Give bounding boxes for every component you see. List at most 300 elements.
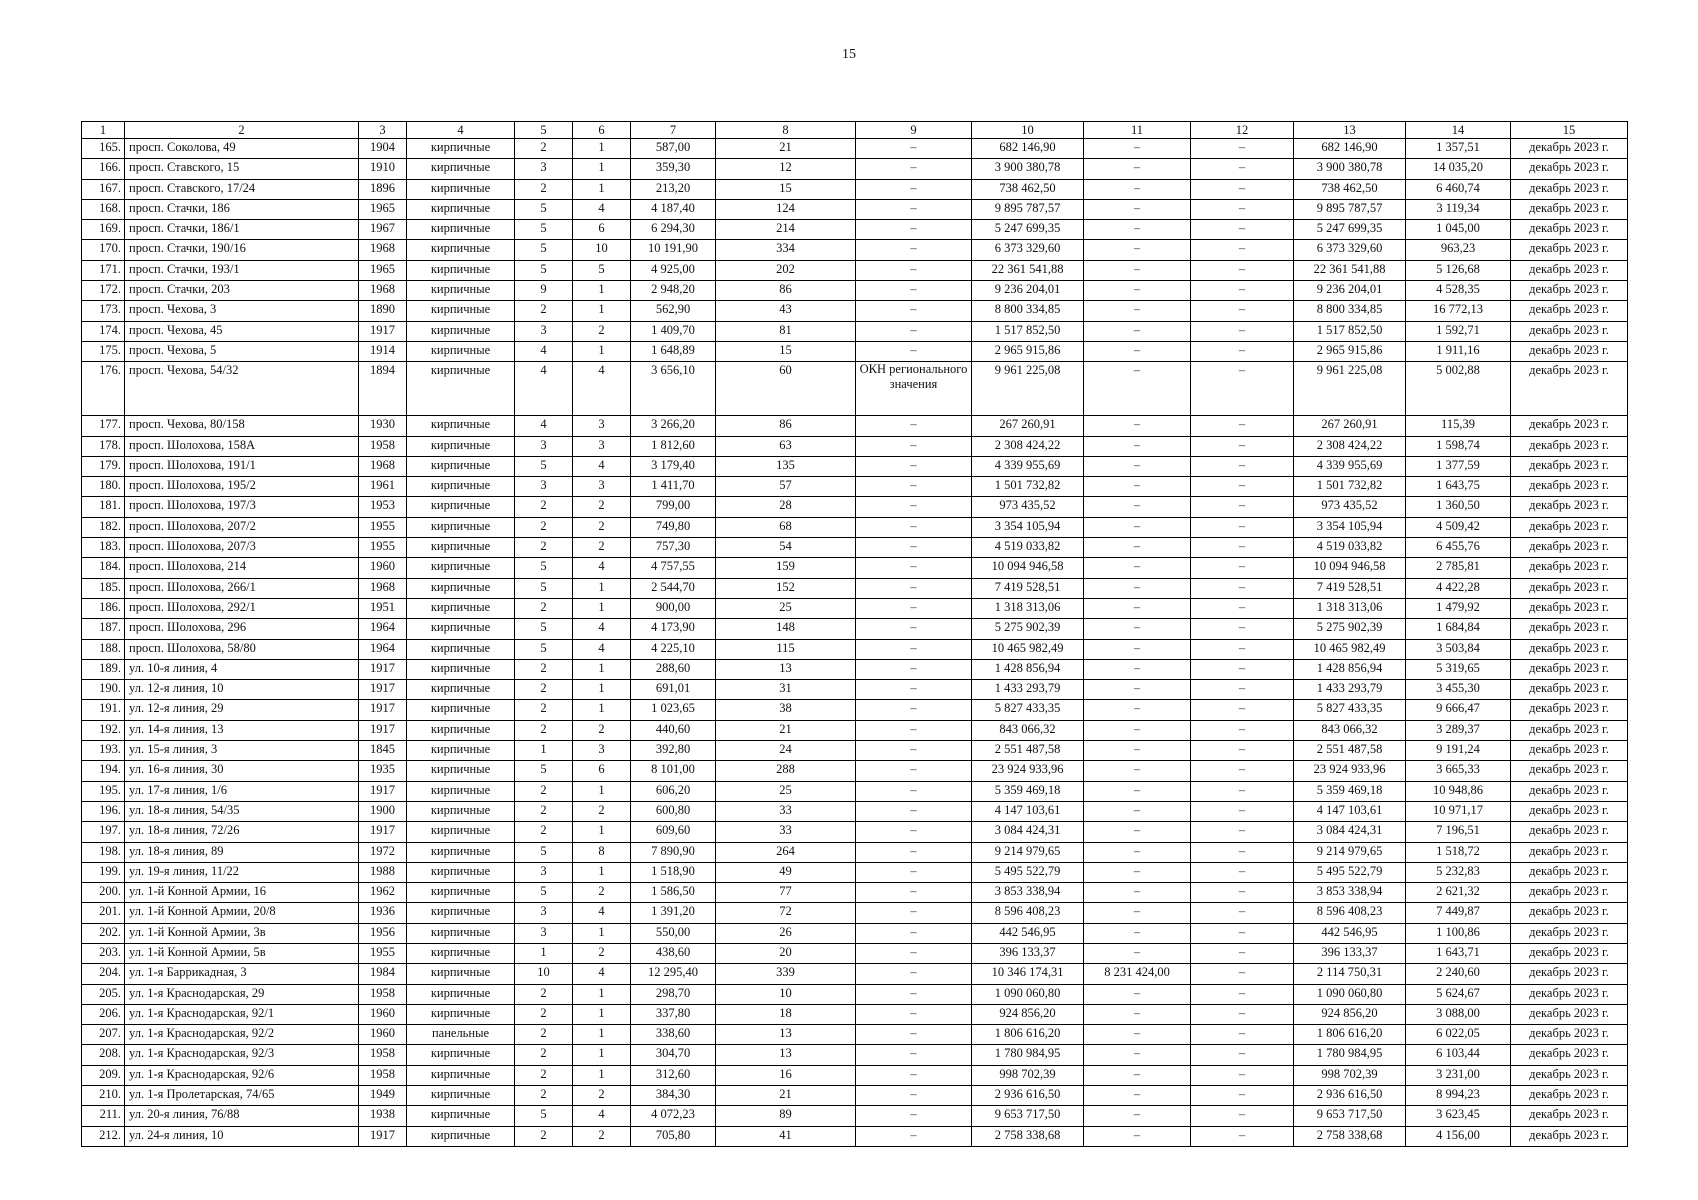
cell-cost-col-12: – bbox=[1191, 1086, 1294, 1106]
cell-cost-col-13: 2 551 487,58 bbox=[1294, 741, 1406, 761]
cell-year-built: 1938 bbox=[359, 1106, 407, 1126]
cell-area: 3 656,10 bbox=[631, 362, 716, 416]
cell-cost-col-11: – bbox=[1084, 903, 1191, 923]
cell-year-built: 1917 bbox=[359, 659, 407, 679]
cell-address: ул. 1-я Пролетарская, 74/65 bbox=[125, 1086, 359, 1106]
table-row bbox=[82, 984, 1628, 1004]
cell-cost-col-12: – bbox=[1191, 301, 1294, 321]
cell-row-number: 171. bbox=[82, 260, 125, 280]
cell-cost-per-unit: 2 785,81 bbox=[1406, 558, 1511, 578]
cell-row-number: 208. bbox=[82, 1045, 125, 1065]
cell-deadline: декабрь 2023 г. bbox=[1511, 720, 1628, 740]
cell-address: ул. 1-й Конной Армии, 20/8 bbox=[125, 903, 359, 923]
cell-cost-col-12: – bbox=[1191, 720, 1294, 740]
cell-floors: 2 bbox=[515, 179, 573, 199]
cell-cost-col-13: 738 462,50 bbox=[1294, 179, 1406, 199]
cell-row-number: 194. bbox=[82, 761, 125, 781]
cell-year-built: 1914 bbox=[359, 341, 407, 361]
cell-wall-material: кирпичные bbox=[407, 456, 515, 476]
cell-entrances: 1 bbox=[573, 578, 631, 598]
cell-year-built: 1958 bbox=[359, 984, 407, 1004]
cell-deadline: декабрь 2023 г. bbox=[1511, 619, 1628, 639]
cell-total-cost: 9 236 204,01 bbox=[972, 281, 1084, 301]
cell-floors: 5 bbox=[515, 199, 573, 219]
cell-residents: 214 bbox=[716, 220, 856, 240]
cell-deadline: декабрь 2023 г. bbox=[1511, 943, 1628, 963]
cell-cost-col-11: – bbox=[1084, 822, 1191, 842]
cell-cost-col-11: – bbox=[1084, 362, 1191, 416]
cell-cost-col-12: – bbox=[1191, 341, 1294, 361]
cell-total-cost: 267 260,91 bbox=[972, 416, 1084, 436]
cell-wall-material: кирпичные bbox=[407, 964, 515, 984]
cell-heritage-status: – bbox=[856, 822, 972, 842]
cell-cost-per-unit: 5 002,88 bbox=[1406, 362, 1511, 416]
cell-cost-col-13: 9 895 787,57 bbox=[1294, 199, 1406, 219]
cell-cost-col-11: – bbox=[1084, 321, 1191, 341]
cell-cost-col-13: 1 428 856,94 bbox=[1294, 659, 1406, 679]
cell-deadline: декабрь 2023 г. bbox=[1511, 240, 1628, 260]
cell-year-built: 1964 bbox=[359, 639, 407, 659]
cell-heritage-status: – bbox=[856, 517, 972, 537]
cell-address: просп. Шолохова, 158А bbox=[125, 436, 359, 456]
cell-row-number: 192. bbox=[82, 720, 125, 740]
cell-cost-col-11: – bbox=[1084, 862, 1191, 882]
cell-cost-col-12: – bbox=[1191, 598, 1294, 618]
column-header-floors: 5 bbox=[515, 122, 573, 139]
cell-wall-material: кирпичные bbox=[407, 822, 515, 842]
cell-deadline: декабрь 2023 г. bbox=[1511, 139, 1628, 159]
cell-year-built: 1936 bbox=[359, 903, 407, 923]
cell-total-cost: 1 433 293,79 bbox=[972, 680, 1084, 700]
cell-wall-material: кирпичные bbox=[407, 416, 515, 436]
table-header-row bbox=[82, 122, 1628, 139]
cell-area: 1 518,90 bbox=[631, 862, 716, 882]
cell-total-cost: 5 827 433,35 bbox=[972, 700, 1084, 720]
cell-total-cost: 10 094 946,58 bbox=[972, 558, 1084, 578]
cell-floors: 3 bbox=[515, 436, 573, 456]
cell-wall-material: кирпичные bbox=[407, 220, 515, 240]
table-row bbox=[82, 260, 1628, 280]
table-row bbox=[82, 139, 1628, 159]
table-row bbox=[82, 903, 1628, 923]
cell-year-built: 1953 bbox=[359, 497, 407, 517]
cell-deadline: декабрь 2023 г. bbox=[1511, 497, 1628, 517]
cell-entrances: 4 bbox=[573, 362, 631, 416]
cell-cost-col-11: – bbox=[1084, 761, 1191, 781]
cell-row-number: 187. bbox=[82, 619, 125, 639]
cell-total-cost: 2 551 487,58 bbox=[972, 741, 1084, 761]
cell-residents: 33 bbox=[716, 822, 856, 842]
cell-wall-material: кирпичные bbox=[407, 321, 515, 341]
cell-cost-per-unit: 3 665,33 bbox=[1406, 761, 1511, 781]
cell-cost-col-11: – bbox=[1084, 1106, 1191, 1126]
cell-heritage-status: – bbox=[856, 578, 972, 598]
cell-cost-col-13: 9 653 717,50 bbox=[1294, 1106, 1406, 1126]
cell-residents: 43 bbox=[716, 301, 856, 321]
cell-area: 900,00 bbox=[631, 598, 716, 618]
table-row bbox=[82, 558, 1628, 578]
table-row bbox=[82, 578, 1628, 598]
cell-area: 691,01 bbox=[631, 680, 716, 700]
cell-deadline: декабрь 2023 г. bbox=[1511, 538, 1628, 558]
cell-entrances: 8 bbox=[573, 842, 631, 862]
cell-wall-material: кирпичные bbox=[407, 341, 515, 361]
cell-residents: 89 bbox=[716, 1106, 856, 1126]
cell-cost-col-11: – bbox=[1084, 883, 1191, 903]
cell-year-built: 1956 bbox=[359, 923, 407, 943]
table-row bbox=[82, 199, 1628, 219]
cell-year-built: 1965 bbox=[359, 199, 407, 219]
cell-cost-per-unit: 6 455,76 bbox=[1406, 538, 1511, 558]
cell-cost-col-13: 23 924 933,96 bbox=[1294, 761, 1406, 781]
cell-floors: 1 bbox=[515, 741, 573, 761]
cell-wall-material: кирпичные bbox=[407, 301, 515, 321]
cell-floors: 2 bbox=[515, 659, 573, 679]
cell-cost-col-12: – bbox=[1191, 964, 1294, 984]
cell-residents: 21 bbox=[716, 720, 856, 740]
column-header-residents: 8 bbox=[716, 122, 856, 139]
cell-cost-col-12: – bbox=[1191, 456, 1294, 476]
table-row bbox=[82, 1126, 1628, 1146]
cell-wall-material: кирпичные bbox=[407, 159, 515, 179]
column-header-cost-col-12: 12 bbox=[1191, 122, 1294, 139]
cell-wall-material: кирпичные bbox=[407, 199, 515, 219]
cell-floors: 5 bbox=[515, 761, 573, 781]
cell-cost-col-12: – bbox=[1191, 1004, 1294, 1024]
cell-entrances: 1 bbox=[573, 179, 631, 199]
cell-residents: 41 bbox=[716, 1126, 856, 1146]
cell-cost-col-13: 3 853 338,94 bbox=[1294, 883, 1406, 903]
cell-entrances: 1 bbox=[573, 281, 631, 301]
cell-cost-per-unit: 7 196,51 bbox=[1406, 822, 1511, 842]
cell-cost-col-11: – bbox=[1084, 680, 1191, 700]
cell-area: 705,80 bbox=[631, 1126, 716, 1146]
cell-cost-per-unit: 1 377,59 bbox=[1406, 456, 1511, 476]
cell-cost-per-unit: 9 666,47 bbox=[1406, 700, 1511, 720]
cell-cost-per-unit: 4 422,28 bbox=[1406, 578, 1511, 598]
cell-area: 799,00 bbox=[631, 497, 716, 517]
cell-total-cost: 1 806 616,20 bbox=[972, 1025, 1084, 1045]
cell-cost-per-unit: 5 232,83 bbox=[1406, 862, 1511, 882]
table-row bbox=[82, 362, 1628, 416]
cell-cost-col-11: – bbox=[1084, 301, 1191, 321]
cell-entrances: 2 bbox=[573, 517, 631, 537]
cell-total-cost: 2 758 338,68 bbox=[972, 1126, 1084, 1146]
cell-address: просп. Соколова, 49 bbox=[125, 139, 359, 159]
cell-cost-per-unit: 3 623,45 bbox=[1406, 1106, 1511, 1126]
cell-entrances: 1 bbox=[573, 1004, 631, 1024]
cell-cost-per-unit: 3 231,00 bbox=[1406, 1065, 1511, 1085]
cell-total-cost: 1 780 984,95 bbox=[972, 1045, 1084, 1065]
cell-heritage-status: – bbox=[856, 281, 972, 301]
cell-cost-per-unit: 1 598,74 bbox=[1406, 436, 1511, 456]
cell-floors: 5 bbox=[515, 240, 573, 260]
cell-cost-per-unit: 1 045,00 bbox=[1406, 220, 1511, 240]
cell-heritage-status: – bbox=[856, 903, 972, 923]
cell-cost-col-13: 442 546,95 bbox=[1294, 923, 1406, 943]
table-row bbox=[82, 1106, 1628, 1126]
cell-cost-col-13: 2 114 750,31 bbox=[1294, 964, 1406, 984]
cell-floors: 5 bbox=[515, 842, 573, 862]
cell-cost-col-13: 1 780 984,95 bbox=[1294, 1045, 1406, 1065]
cell-cost-col-12: – bbox=[1191, 1045, 1294, 1065]
cell-entrances: 6 bbox=[573, 761, 631, 781]
cell-area: 384,30 bbox=[631, 1086, 716, 1106]
cell-total-cost: 843 066,32 bbox=[972, 720, 1084, 740]
cell-floors: 5 bbox=[515, 639, 573, 659]
cell-row-number: 177. bbox=[82, 416, 125, 436]
cell-year-built: 1958 bbox=[359, 1065, 407, 1085]
cell-address: ул. 1-й Конной Армии, 16 bbox=[125, 883, 359, 903]
cell-area: 749,80 bbox=[631, 517, 716, 537]
cell-cost-col-11: – bbox=[1084, 199, 1191, 219]
cell-address: просп. Шолохова, 214 bbox=[125, 558, 359, 578]
cell-cost-col-11: – bbox=[1084, 1126, 1191, 1146]
cell-deadline: декабрь 2023 г. bbox=[1511, 741, 1628, 761]
cell-residents: 63 bbox=[716, 436, 856, 456]
cell-heritage-status: – bbox=[856, 416, 972, 436]
cell-wall-material: кирпичные bbox=[407, 659, 515, 679]
cell-cost-col-11: – bbox=[1084, 598, 1191, 618]
cell-total-cost: 1 428 856,94 bbox=[972, 659, 1084, 679]
cell-entrances: 4 bbox=[573, 639, 631, 659]
cell-row-number: 185. bbox=[82, 578, 125, 598]
cell-cost-col-12: – bbox=[1191, 362, 1294, 416]
cell-entrances: 2 bbox=[573, 321, 631, 341]
cell-total-cost: 8 596 408,23 bbox=[972, 903, 1084, 923]
cell-cost-per-unit: 6 103,44 bbox=[1406, 1045, 1511, 1065]
cell-cost-per-unit: 16 772,13 bbox=[1406, 301, 1511, 321]
cell-floors: 10 bbox=[515, 964, 573, 984]
cell-heritage-status: – bbox=[856, 260, 972, 280]
cell-deadline: декабрь 2023 г. bbox=[1511, 822, 1628, 842]
cell-cost-col-12: – bbox=[1191, 558, 1294, 578]
cell-year-built: 1960 bbox=[359, 1004, 407, 1024]
cell-cost-col-12: – bbox=[1191, 1065, 1294, 1085]
cell-total-cost: 3 853 338,94 bbox=[972, 883, 1084, 903]
cell-heritage-status: – bbox=[856, 1045, 972, 1065]
cell-heritage-status: – bbox=[856, 199, 972, 219]
cell-cost-col-12: – bbox=[1191, 984, 1294, 1004]
cell-cost-col-13: 9 961 225,08 bbox=[1294, 362, 1406, 416]
cell-cost-per-unit: 1 479,92 bbox=[1406, 598, 1511, 618]
cell-entrances: 4 bbox=[573, 619, 631, 639]
cell-cost-per-unit: 1 357,51 bbox=[1406, 139, 1511, 159]
cell-cost-col-13: 3 354 105,94 bbox=[1294, 517, 1406, 537]
cell-year-built: 1960 bbox=[359, 1025, 407, 1045]
cell-floors: 5 bbox=[515, 619, 573, 639]
cell-year-built: 1917 bbox=[359, 822, 407, 842]
cell-wall-material: кирпичные bbox=[407, 842, 515, 862]
cell-cost-col-13: 5 359 469,18 bbox=[1294, 781, 1406, 801]
cell-cost-per-unit: 1 911,16 bbox=[1406, 341, 1511, 361]
table-row bbox=[82, 943, 1628, 963]
cell-row-number: 205. bbox=[82, 984, 125, 1004]
cell-deadline: декабрь 2023 г. bbox=[1511, 781, 1628, 801]
cell-cost-col-11: – bbox=[1084, 139, 1191, 159]
cell-deadline: декабрь 2023 г. bbox=[1511, 659, 1628, 679]
cell-address: ул. 10-я линия, 4 bbox=[125, 659, 359, 679]
cell-cost-col-13: 267 260,91 bbox=[1294, 416, 1406, 436]
cell-area: 587,00 bbox=[631, 139, 716, 159]
cell-cost-col-13: 5 827 433,35 bbox=[1294, 700, 1406, 720]
cell-floors: 5 bbox=[515, 883, 573, 903]
cell-floors: 1 bbox=[515, 943, 573, 963]
cell-total-cost: 973 435,52 bbox=[972, 497, 1084, 517]
cell-address: просп. Стачки, 203 bbox=[125, 281, 359, 301]
cell-cost-col-12: – bbox=[1191, 741, 1294, 761]
cell-total-cost: 7 419 528,51 bbox=[972, 578, 1084, 598]
table-row bbox=[82, 822, 1628, 842]
cell-cost-col-13: 4 519 033,82 bbox=[1294, 538, 1406, 558]
cell-deadline: декабрь 2023 г. bbox=[1511, 842, 1628, 862]
cell-year-built: 1917 bbox=[359, 1126, 407, 1146]
cell-entrances: 1 bbox=[573, 822, 631, 842]
cell-entrances: 4 bbox=[573, 199, 631, 219]
cell-area: 8 101,00 bbox=[631, 761, 716, 781]
cell-row-number: 201. bbox=[82, 903, 125, 923]
cell-heritage-status: – bbox=[856, 1065, 972, 1085]
cell-wall-material: кирпичные bbox=[407, 1065, 515, 1085]
cell-cost-col-11: – bbox=[1084, 281, 1191, 301]
cell-row-number: 184. bbox=[82, 558, 125, 578]
cell-cost-per-unit: 7 449,87 bbox=[1406, 903, 1511, 923]
cell-row-number: 193. bbox=[82, 741, 125, 761]
table-row bbox=[82, 659, 1628, 679]
cell-residents: 26 bbox=[716, 923, 856, 943]
cell-heritage-status: – bbox=[856, 456, 972, 476]
cell-heritage-status: – bbox=[856, 659, 972, 679]
table-row bbox=[82, 159, 1628, 179]
cell-row-number: 197. bbox=[82, 822, 125, 842]
cell-total-cost: 5 275 902,39 bbox=[972, 619, 1084, 639]
cell-area: 304,70 bbox=[631, 1045, 716, 1065]
cell-area: 1 409,70 bbox=[631, 321, 716, 341]
cell-year-built: 1958 bbox=[359, 1045, 407, 1065]
cell-year-built: 1972 bbox=[359, 842, 407, 862]
cell-area: 1 023,65 bbox=[631, 700, 716, 720]
cell-year-built: 1951 bbox=[359, 598, 407, 618]
cell-area: 3 266,20 bbox=[631, 416, 716, 436]
table-row bbox=[82, 842, 1628, 862]
cell-total-cost: 23 924 933,96 bbox=[972, 761, 1084, 781]
cell-year-built: 1960 bbox=[359, 558, 407, 578]
cell-deadline: декабрь 2023 г. bbox=[1511, 281, 1628, 301]
cell-residents: 38 bbox=[716, 700, 856, 720]
cell-residents: 21 bbox=[716, 1086, 856, 1106]
cell-deadline: декабрь 2023 г. bbox=[1511, 923, 1628, 943]
cell-residents: 72 bbox=[716, 903, 856, 923]
cell-entrances: 1 bbox=[573, 1065, 631, 1085]
cell-address: ул. 1-я Баррикадная, 3 bbox=[125, 964, 359, 984]
cell-residents: 13 bbox=[716, 659, 856, 679]
cell-area: 4 925,00 bbox=[631, 260, 716, 280]
cell-deadline: декабрь 2023 г. bbox=[1511, 883, 1628, 903]
cell-cost-col-12: – bbox=[1191, 680, 1294, 700]
cell-address: ул. 12-я линия, 29 bbox=[125, 700, 359, 720]
cell-entrances: 10 bbox=[573, 240, 631, 260]
cell-heritage-status: – bbox=[856, 619, 972, 639]
table-row bbox=[82, 220, 1628, 240]
cell-address: просп. Шолохова, 207/2 bbox=[125, 517, 359, 537]
cell-wall-material: кирпичные bbox=[407, 598, 515, 618]
cell-heritage-status: – bbox=[856, 1025, 972, 1045]
cell-entrances: 4 bbox=[573, 964, 631, 984]
cell-heritage-status: – bbox=[856, 341, 972, 361]
cell-cost-per-unit: 1 100,86 bbox=[1406, 923, 1511, 943]
cell-heritage-status: – bbox=[856, 801, 972, 821]
table-row bbox=[82, 781, 1628, 801]
cell-address: ул. 15-я линия, 3 bbox=[125, 741, 359, 761]
cell-floors: 5 bbox=[515, 260, 573, 280]
cell-heritage-status: – bbox=[856, 720, 972, 740]
cell-floors: 3 bbox=[515, 159, 573, 179]
column-header-area: 7 bbox=[631, 122, 716, 139]
cell-area: 600,80 bbox=[631, 801, 716, 821]
cell-area: 4 173,90 bbox=[631, 619, 716, 639]
cell-cost-col-11: – bbox=[1084, 477, 1191, 497]
cell-total-cost: 1 318 313,06 bbox=[972, 598, 1084, 618]
cell-cost-col-13: 5 275 902,39 bbox=[1294, 619, 1406, 639]
cell-cost-per-unit: 1 643,71 bbox=[1406, 943, 1511, 963]
cell-heritage-status: – bbox=[856, 220, 972, 240]
cell-residents: 13 bbox=[716, 1045, 856, 1065]
cell-entrances: 1 bbox=[573, 159, 631, 179]
cell-residents: 54 bbox=[716, 538, 856, 558]
cell-deadline: декабрь 2023 г. bbox=[1511, 1106, 1628, 1126]
cell-address: просп. Ставского, 15 bbox=[125, 159, 359, 179]
cell-floors: 2 bbox=[515, 497, 573, 517]
cell-cost-col-11: – bbox=[1084, 240, 1191, 260]
cell-floors: 3 bbox=[515, 903, 573, 923]
cell-area: 213,20 bbox=[631, 179, 716, 199]
cell-floors: 2 bbox=[515, 1025, 573, 1045]
cell-wall-material: кирпичные bbox=[407, 1106, 515, 1126]
cell-year-built: 1904 bbox=[359, 139, 407, 159]
cell-residents: 339 bbox=[716, 964, 856, 984]
cell-cost-col-11: – bbox=[1084, 517, 1191, 537]
table-row bbox=[82, 1004, 1628, 1024]
cell-heritage-status: – bbox=[856, 680, 972, 700]
cell-year-built: 1845 bbox=[359, 741, 407, 761]
table-row bbox=[82, 477, 1628, 497]
cell-residents: 31 bbox=[716, 680, 856, 700]
cell-floors: 2 bbox=[515, 720, 573, 740]
cell-heritage-status: – bbox=[856, 139, 972, 159]
cell-total-cost: 924 856,20 bbox=[972, 1004, 1084, 1024]
table-row bbox=[82, 741, 1628, 761]
cell-deadline: декабрь 2023 г. bbox=[1511, 1025, 1628, 1045]
cell-floors: 2 bbox=[515, 301, 573, 321]
cell-wall-material: кирпичные bbox=[407, 923, 515, 943]
column-header-heritage-status: 9 bbox=[856, 122, 972, 139]
cell-row-number: 211. bbox=[82, 1106, 125, 1126]
cell-cost-per-unit: 1 592,71 bbox=[1406, 321, 1511, 341]
cell-cost-col-12: – bbox=[1191, 517, 1294, 537]
column-header-deadline: 15 bbox=[1511, 122, 1628, 139]
cell-cost-col-13: 4 339 955,69 bbox=[1294, 456, 1406, 476]
cell-entrances: 1 bbox=[573, 1025, 631, 1045]
cell-address: просп. Шолохова, 191/1 bbox=[125, 456, 359, 476]
cell-address: просп. Чехова, 45 bbox=[125, 321, 359, 341]
table-row bbox=[82, 964, 1628, 984]
cell-deadline: декабрь 2023 г. bbox=[1511, 558, 1628, 578]
cell-year-built: 1894 bbox=[359, 362, 407, 416]
cell-area: 7 890,90 bbox=[631, 842, 716, 862]
cell-wall-material: кирпичные bbox=[407, 862, 515, 882]
cell-year-built: 1955 bbox=[359, 943, 407, 963]
cell-address: ул. 18-я линия, 54/35 bbox=[125, 801, 359, 821]
